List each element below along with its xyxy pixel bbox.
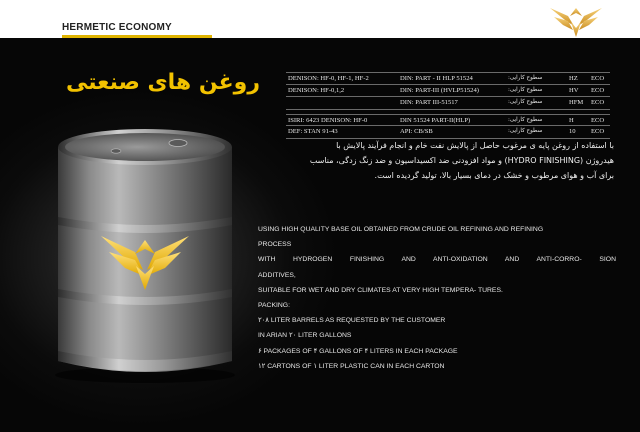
spec-din: DIN 51524 PART-II(HLP)	[400, 116, 471, 124]
spec-grade: 10	[569, 128, 576, 135]
english-line: ADDITIVES,	[258, 271, 296, 279]
spec-eco: ECO	[591, 86, 605, 94]
spec-grade: H	[569, 116, 574, 124]
english-line: IN ARIAN ۲۰ LITER GALLONS	[258, 332, 352, 340]
spec-eco: ECO	[591, 116, 605, 124]
spec-din: DIN: PART III-51517	[400, 99, 458, 106]
spec-eco: ECO	[591, 128, 605, 135]
persian-line: با استفاده از روغن پایه ی مرغوب حاصل از پالایش نفت خام و انجام فرآیند پالایش با	[336, 141, 614, 150]
spec-grade: HZ	[569, 75, 578, 82]
spec-label: سطوح کارایی:	[508, 86, 543, 93]
oil-barrel-image	[50, 125, 240, 383]
english-line: WITH HYDROGEN FINISHING AND ANTI-OXIDATION AND ANTI-CORRO- SION	[258, 256, 616, 264]
page-title: روغن های صنعتی	[65, 70, 260, 95]
spec-row	[286, 126, 610, 139]
spec-denison: DENISON: HF-0, HF-1, HF-2	[288, 75, 369, 82]
spec-row	[286, 72, 610, 85]
spec-label: سطوح کارایی:	[508, 75, 543, 81]
spec-label: سطوح کارایی:	[508, 99, 543, 105]
spec-denison: DEF: STAN 91-43	[288, 128, 338, 135]
spec-row	[286, 114, 610, 127]
spec-grade: HFM	[569, 99, 584, 106]
spec-eco: ECO	[591, 99, 605, 106]
english-line: ۱۲ CARTONS OF ۱ LITER PLASTIC CAN IN EACH CARTON	[258, 362, 445, 370]
english-description	[258, 222, 616, 374]
persian-description	[256, 138, 614, 183]
english-line: PACKING:	[258, 302, 290, 310]
spec-din: DIN: PART - II HLP 51524	[400, 75, 473, 82]
spec-label: سطوح کارایی:	[508, 128, 543, 134]
english-line: USING HIGH QUALITY BASE OIL OBTAINED FROM CRUDE OIL REFINING AND REFINING	[258, 226, 544, 233]
spec-grade: HV	[569, 86, 579, 94]
spec-din: DIN: PART-III (HVLP51524)	[400, 86, 479, 94]
brand-title: HERMETIC ECONOMY	[62, 22, 172, 33]
spec-row	[286, 85, 610, 98]
winged-eagle-crown-logo-icon	[548, 4, 604, 40]
persian-line: هیدروژن (HYDRO FINISHING) و مواد افزودنی ضد اکسیداسیون و ضد زنگ زدگی، مناسب	[309, 156, 614, 165]
header-bar	[0, 0, 640, 38]
spec-row	[286, 97, 610, 110]
english-line: ۶ PACKAGES OF ۴ GALLONS OF ۴ LITERS IN EACH PACKAGE	[258, 347, 458, 355]
spec-din: API: CB/SB	[400, 128, 433, 135]
spec-denison: ISIRI: 6423 DENISON: HF-0	[288, 116, 368, 124]
spec-table	[286, 72, 610, 139]
persian-line: برای آب و هوای مرطوب و خشک در دمای بسیار بالا، تولید گردیده است.	[374, 171, 614, 180]
spec-eco: ECO	[591, 75, 605, 82]
english-line: PROCESS	[258, 241, 292, 249]
english-line: ۲۰۸ LITER BARRELS AS REQUESTED BY THE CUSTOMER	[258, 317, 446, 325]
english-line: SUITABLE FOR WET AND DRY CLIMATES AT VERY HIGH TEMPERA- TURES.	[258, 286, 503, 294]
spec-label: سطوح کارایی:	[508, 116, 543, 123]
spec-denison: DENISON: HF-0,1,2	[288, 86, 345, 94]
